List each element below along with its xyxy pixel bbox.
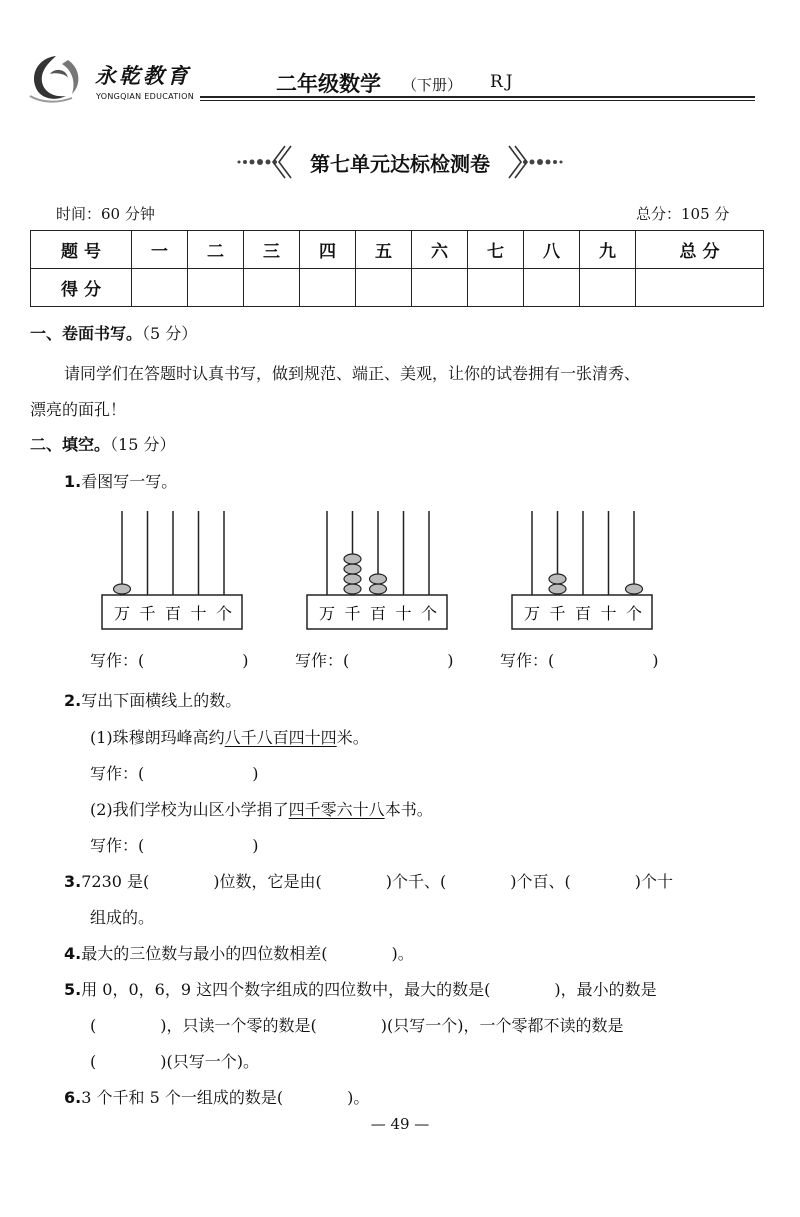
write-answer-2a <box>90 761 259 784</box>
section-1-line1: 请同学们在答题时认真书写，做到规范、端正、美观，让你的试卷拥有一张清秀、 <box>64 364 641 383</box>
abacus-place-label: 万 <box>523 604 541 623</box>
section-1-heading <box>30 321 197 344</box>
row-label-score: 得 分 <box>31 269 132 307</box>
abacus-figure-1 <box>100 508 245 633</box>
section-2-title: 二、填空。 <box>30 435 111 454</box>
write-answer-3 <box>500 648 659 671</box>
book-volume: （下册） <box>402 76 463 94</box>
abacus-place-label: 十 <box>395 604 412 623</box>
question-3-number: 3. <box>64 872 82 891</box>
underlined-number-words: 四千零六十八 <box>288 800 385 819</box>
section-1-points: （5 分） <box>142 324 198 343</box>
col-header: 七 <box>468 231 524 269</box>
question-2-text: 写出下面横线上的数。 <box>81 691 242 710</box>
question-2 <box>64 688 241 711</box>
score-table-header-row <box>31 231 764 269</box>
question-3-line1: 7230 是( )位数，它是由( )个千、( )个百、( )个十 <box>81 872 673 891</box>
abacus-place-label: 百 <box>164 604 182 623</box>
question-5-number: 5. <box>64 980 82 999</box>
abacus-place-label: 千 <box>549 604 566 623</box>
write-label: 写作：( <box>90 764 145 783</box>
write-label: 写作：( <box>500 651 555 670</box>
abacus-bead <box>344 554 361 564</box>
abacus-bead <box>344 574 361 584</box>
abacus-figure-3 <box>510 508 655 633</box>
write-answer-1 <box>90 648 249 671</box>
write-answer-2b <box>90 833 259 856</box>
score-cell[interactable] <box>524 269 580 307</box>
abacus-place-label: 万 <box>113 604 131 623</box>
part-1-text: (1)珠穆朗玛峰高约 <box>90 728 225 747</box>
question-6-number: 6. <box>64 1088 82 1107</box>
score-cell-total[interactable] <box>636 269 764 307</box>
question-6 <box>64 1085 369 1108</box>
part-2-suffix: 本书。 <box>384 800 433 819</box>
abacus-bead <box>344 564 361 574</box>
exam-title: 第七单元达标检测卷 <box>310 152 490 176</box>
bracket-close: ) <box>447 651 454 670</box>
question-3 <box>64 869 673 892</box>
bracket-close: ) <box>652 651 659 670</box>
col-header: 四 <box>300 231 356 269</box>
question-5-line2: ( )，只读一个零的数是( )(只写一个)，一个零都不读的数是 <box>90 1016 624 1035</box>
score-cell[interactable] <box>244 269 300 307</box>
score-table <box>30 230 764 307</box>
score-cell[interactable] <box>580 269 636 307</box>
bracket-close: ) <box>242 651 249 670</box>
question-5-line3: ( )(只写一个)。 <box>90 1052 259 1071</box>
question-5 <box>64 977 657 1000</box>
row-label-question-number: 题 号 <box>31 231 132 269</box>
underlined-number-words: 八千八百四十四 <box>224 728 337 747</box>
col-header: 一 <box>132 231 188 269</box>
book-title: 二年级数学 <box>276 72 381 96</box>
question-4-number: 4. <box>64 944 82 963</box>
abacus-bead <box>626 584 643 594</box>
abacus-place-label: 万 <box>318 604 336 623</box>
abacus-place-label: 百 <box>574 604 592 623</box>
score-cell[interactable] <box>300 269 356 307</box>
col-header: 二 <box>188 231 244 269</box>
book-edition: RJ <box>490 72 516 92</box>
score-cell[interactable] <box>356 269 412 307</box>
abacus-place-label: 千 <box>139 604 156 623</box>
abacus-place-label: 百 <box>369 604 387 623</box>
question-2-number: 2. <box>64 691 82 710</box>
score-cell[interactable] <box>412 269 468 307</box>
section-1-line2: 漂亮的面孔！ <box>30 400 127 419</box>
abacus-place-label: 千 <box>344 604 361 623</box>
header-rule <box>200 96 755 98</box>
abacus-bead <box>370 584 387 594</box>
exam-time: 时间：60 分钟 <box>56 205 155 223</box>
abacus-place-label: 个 <box>215 604 233 623</box>
write-label: 写作：( <box>295 651 350 670</box>
header-rule-thin <box>200 100 755 101</box>
question-6-text: 3 个千和 5 个一组成的数是( )。 <box>81 1088 370 1107</box>
abacus-place-label: 十 <box>600 604 617 623</box>
brand-name: 永乾教育 <box>95 63 191 88</box>
col-header: 八 <box>524 231 580 269</box>
abacus-figure-2 <box>305 508 450 633</box>
exam-total-score: 总分：105 分 <box>636 205 730 223</box>
abacus-bead <box>549 584 566 594</box>
score-cell[interactable] <box>132 269 188 307</box>
question-1 <box>64 469 177 492</box>
question-1-text: 看图写一写。 <box>81 472 178 491</box>
abacus-bead <box>114 584 131 594</box>
write-label: 写作：( <box>90 836 145 855</box>
col-header: 六 <box>412 231 468 269</box>
section-2-points: （15 分） <box>110 435 176 454</box>
page-number: — 49 — <box>370 1115 430 1133</box>
abacus-place-label: 个 <box>625 604 643 623</box>
question-3-line2: 组成的。 <box>90 908 155 927</box>
question-4-text: 最大的三位数与最小的四位数相差( )。 <box>81 944 414 963</box>
part-2-text: (2)我们学校为山区小学捐了 <box>90 800 289 819</box>
col-header: 五 <box>356 231 412 269</box>
question-4 <box>64 941 414 964</box>
col-header: 九 <box>580 231 636 269</box>
col-header-total: 总 分 <box>636 231 764 269</box>
abacus-place-label: 个 <box>420 604 438 623</box>
brand-name-english: YONGQIAN EDUCATION <box>96 92 195 101</box>
score-table-score-row <box>31 269 764 307</box>
score-cell[interactable] <box>188 269 244 307</box>
abacus-bead <box>549 574 566 584</box>
abacus-place-label: 十 <box>190 604 207 623</box>
score-cell[interactable] <box>468 269 524 307</box>
question-2-part-1 <box>90 725 369 748</box>
section-1-title: 一、卷面书写。 <box>30 324 143 343</box>
abacus-bead <box>344 584 361 594</box>
question-1-number: 1. <box>64 472 82 491</box>
write-answer-2 <box>295 648 454 671</box>
section-2-heading <box>30 432 175 455</box>
abacus-bead <box>370 574 387 584</box>
write-label: 写作：( <box>90 651 145 670</box>
part-1-suffix: 米。 <box>336 728 369 747</box>
col-header: 三 <box>244 231 300 269</box>
question-2-part-2 <box>90 797 433 820</box>
question-5-line1: 用 0，0，6，9 这四个数字组成的四位数中，最大的数是( )，最小的数是 <box>81 980 657 999</box>
bracket-close: ) <box>252 836 259 855</box>
brand-logo-icon <box>26 52 86 104</box>
bracket-close: ) <box>252 764 259 783</box>
